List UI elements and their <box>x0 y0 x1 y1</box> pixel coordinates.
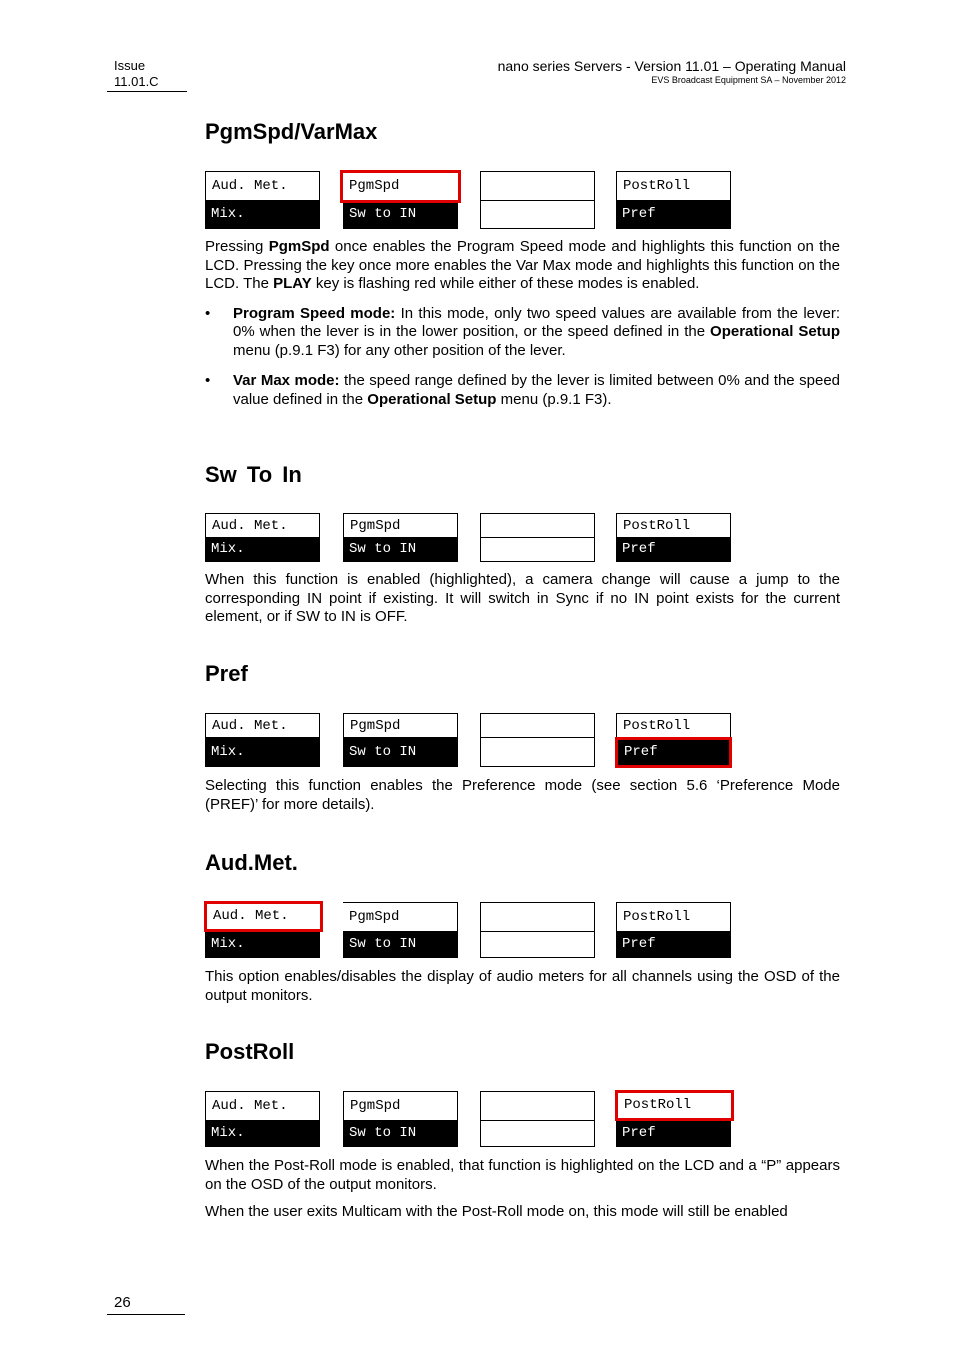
lcd-empty-bottom <box>480 1120 595 1147</box>
lcd-empty-top <box>480 713 595 737</box>
lcd-aud-met: Aud. Met. <box>207 904 320 929</box>
section-pgmspd-varmax <box>205 119 840 409</box>
lcd-sw-to-in: Sw to IN <box>343 200 458 229</box>
list-item: • Program Speed mode: In this mode, only two speed values are available from the lever: 0% when the lever is in the lower position, or the speed defined in the Operational Setup menu (p.9.1 F3) for any other position of the lever. <box>205 304 840 359</box>
lcd-pgmspd: PgmSpd <box>343 173 458 200</box>
lcd-pref: Pref <box>616 1120 731 1147</box>
lcd-empty-top <box>480 902 595 931</box>
lcd-aud-met: Aud. Met. <box>205 713 320 737</box>
section-sw-to-in <box>205 462 840 627</box>
lcd-mix: Mix. <box>205 737 320 767</box>
lcd-postroll: PostRoll <box>616 713 731 737</box>
lcd-pgmspd: PgmSpd <box>343 713 458 737</box>
lcd-pref: Pref <box>616 537 731 562</box>
header-subtitle: EVS Broadcast Equipment SA – November 2012 <box>651 75 846 85</box>
lcd-pref: Pref <box>616 200 731 229</box>
paragraph: Selecting this function enables the Preference mode (see section 5.6 ‘Preference Mode (PREF)’ for more details). <box>205 777 840 813</box>
lcd-pref: Pref <box>618 740 729 765</box>
lcd-pgmspd: PgmSpd <box>343 513 458 537</box>
paragraph: When the Post-Roll mode is enabled, that function is highlighted on the LCD and a “P” appears on the OSD of the output monitors. <box>205 1157 840 1193</box>
section-postroll <box>205 1039 840 1222</box>
lcd-empty-bottom <box>480 737 595 767</box>
lcd-empty-top <box>480 1091 595 1120</box>
lcd-display <box>205 171 735 229</box>
lcd-sw-to-in: Sw to IN <box>343 737 458 767</box>
lcd-pref: Pref <box>616 931 731 958</box>
list-item: • Var Max mode: the speed range defined by the lever is limited between 0% and the speed value defined in the Operational Setup menu (p.9.1 F3). <box>205 372 840 408</box>
footer-rule <box>107 1314 185 1315</box>
lcd-display <box>205 902 735 958</box>
section-title: Sw To In <box>205 462 302 487</box>
lcd-display <box>205 1091 735 1147</box>
lcd-empty-bottom <box>480 200 595 229</box>
section-aud-met <box>205 850 840 1005</box>
section-title: Aud.Met. <box>205 850 298 875</box>
section-pref <box>205 661 840 814</box>
lcd-empty-top <box>480 513 595 537</box>
lcd-sw-to-in: Sw to IN <box>343 537 458 562</box>
paragraph: When the user exits Multicam with the Post-Roll mode on, this mode will still be enabled <box>205 1203 788 1220</box>
header-rule <box>107 91 187 92</box>
issue-number: 11.01.C <box>114 74 159 89</box>
lcd-display <box>205 513 735 562</box>
page-number: 26 <box>114 1294 131 1311</box>
lcd-pgmspd: PgmSpd <box>343 1091 458 1120</box>
issue-label: Issue <box>114 58 146 73</box>
header-issue <box>114 58 159 90</box>
header-title: nano series Servers - Version 11.01 – Operating Manual <box>497 58 846 74</box>
lcd-postroll: PostRoll <box>616 171 731 200</box>
lcd-pgmspd: PgmSpd <box>343 902 458 931</box>
header-title-block <box>498 58 846 86</box>
lcd-empty-top <box>480 171 595 200</box>
lcd-mix: Mix. <box>205 931 320 958</box>
lcd-sw-to-in: Sw to IN <box>343 1120 458 1147</box>
lcd-postroll: PostRoll <box>618 1093 731 1118</box>
paragraph: This option enables/disables the display of audio meters for all channels using the OSD of the output monitors. <box>205 968 840 1004</box>
lcd-mix: Mix. <box>205 537 320 562</box>
paragraph: Pressing PgmSpd once enables the Program Speed mode and highlights this function on the LCD. Pressing the key once more enables the Var Max mode and highlights this function on the LCD. The PLAY key is flashing red while either of these modes is enabled. <box>205 238 840 292</box>
lcd-postroll: PostRoll <box>616 513 731 537</box>
lcd-empty-bottom <box>480 931 595 958</box>
section-title: PgmSpd/VarMax <box>205 119 378 144</box>
lcd-empty-bottom <box>480 537 595 562</box>
paragraph: When this function is enabled (highlighted), a camera change will cause a jump to the corresponding IN point if existing. It will switch in Sync if no IN point exists for the current element, or if SW to IN is OFF. <box>205 571 840 625</box>
bullet-list <box>205 305 840 410</box>
lcd-aud-met: Aud. Met. <box>205 171 320 200</box>
section-title: PostRoll <box>205 1039 295 1064</box>
lcd-aud-met: Aud. Met. <box>205 1091 320 1120</box>
lcd-mix: Mix. <box>205 1120 320 1147</box>
lcd-sw-to-in: Sw to IN <box>343 931 458 958</box>
lcd-display <box>205 713 735 767</box>
section-title: Pref <box>205 661 248 686</box>
lcd-postroll: PostRoll <box>616 902 731 931</box>
lcd-mix: Mix. <box>205 200 320 229</box>
lcd-aud-met: Aud. Met. <box>205 513 320 537</box>
